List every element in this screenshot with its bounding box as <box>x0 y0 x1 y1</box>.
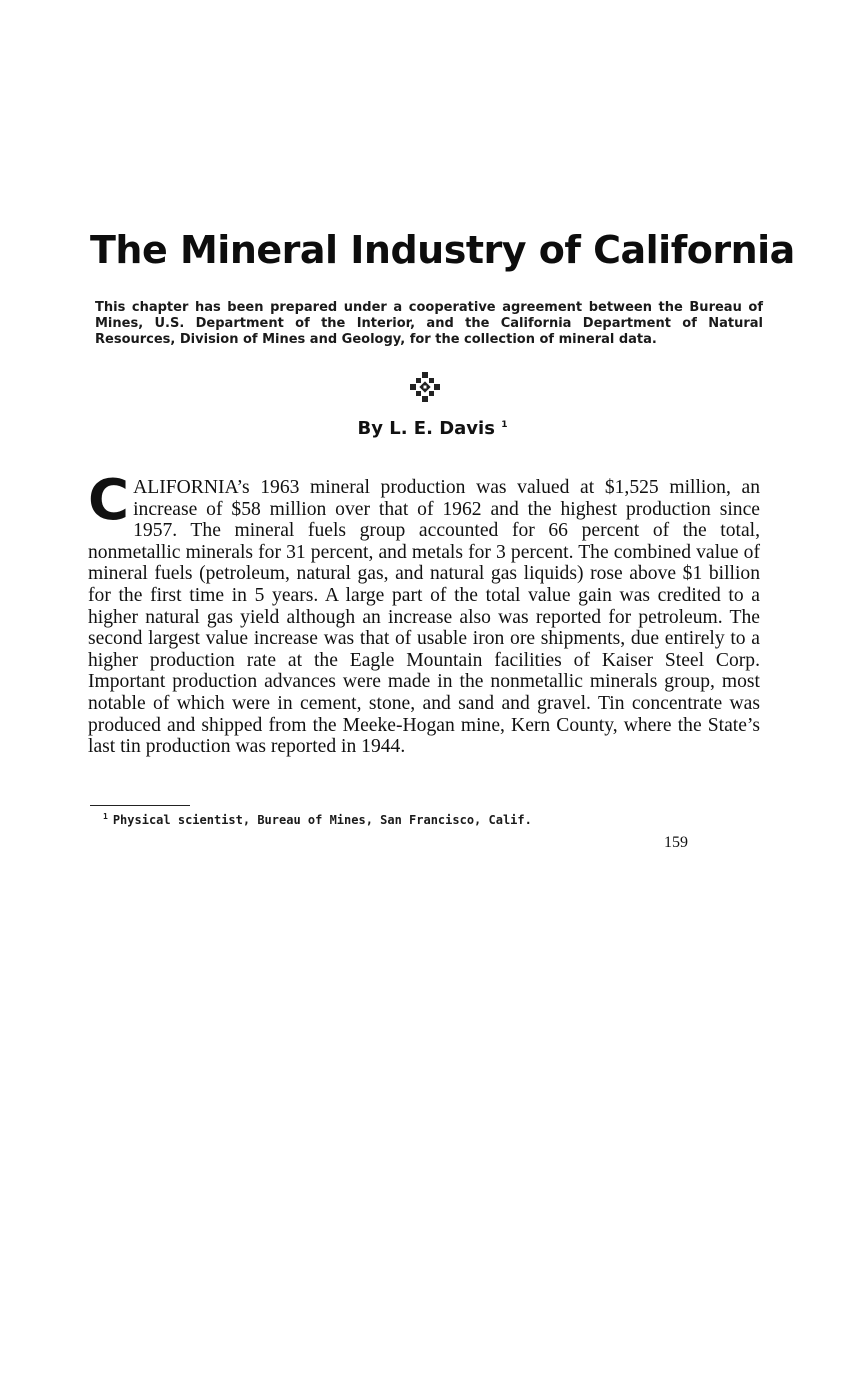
footnote <box>103 812 703 827</box>
page-number: 159 <box>664 834 688 851</box>
page-title: The Mineral Industry of California <box>90 228 795 272</box>
footnote-divider <box>90 805 190 806</box>
intro-note: This chapter has been prepared under a cooperative agreement between the Bureau of Mines, U.S. Department of the Interior, and the California Department of Natural Resources, Division of Mines and Geology, for the collection of mineral data. <box>95 300 763 347</box>
footnote-marker: 1 <box>103 812 108 821</box>
body-paragraph <box>88 468 760 758</box>
byline <box>300 418 565 439</box>
drop-cap: C <box>88 468 130 533</box>
ornament-icon <box>408 370 442 404</box>
body-text: ALIFORNIA’s 1963 mineral production was valued at $1,525 million, an increase of $58 million over that of 1962 and the highest production since 1957. The mineral fuels group accounted for 66 percent of the total, nonmetallic minerals for 31 percent, and metals for 3 percent. The combined value of mineral fuels (petroleum, natural gas, and natural gas liquids) rose above $1 billion for the first time in 5 years. A large part of the total value gain was credited to a higher natural gas yield although an increase also was reported for petroleum. The second largest value increase was that of usable iron ore shipments, due entirely to a higher production rate at the Eagle Mountain facilities of Kaiser Steel Corp. Important production advances were made in the nonmetallic minerals group, most notable of which were in cement, stone, and sand and gravel. Tin concentrate was produced and shipped from the Meeke-Hogan mine, Kern County, where the State’s last tin production was reported in 1944. <box>88 477 760 758</box>
footnote-text: Physical scientist, Bureau of Mines, San Francisco, Calif. <box>112 813 532 827</box>
byline-text: By L. E. Davis <box>357 418 495 439</box>
byline-footnote-marker: 1 <box>501 420 508 430</box>
